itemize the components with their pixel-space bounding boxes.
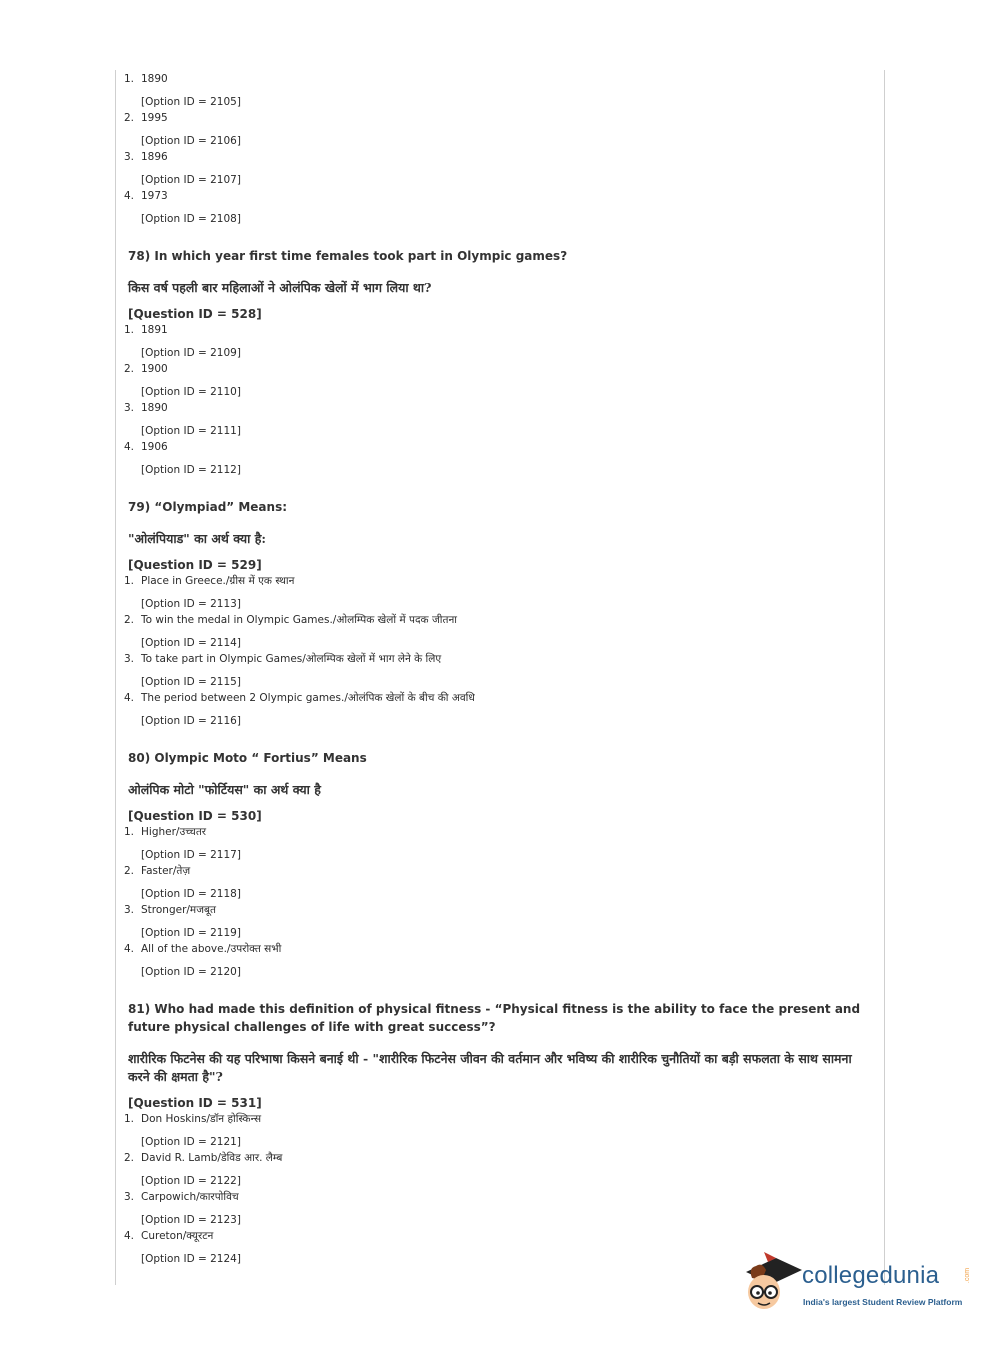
question-text-en: 78) In which year first time females took part in Olympic games? <box>128 249 568 263</box>
option-number: 1. <box>124 324 135 336</box>
option-text: Higher/उच्चतर <box>141 826 207 838</box>
option-block <box>124 362 874 399</box>
question-paper <box>124 72 874 1268</box>
option-id: [Option ID = 2112] <box>141 464 241 476</box>
option-block <box>124 1151 874 1188</box>
option-text: 1890 <box>141 402 168 414</box>
option-number: 3. <box>124 904 135 916</box>
option <box>124 942 874 956</box>
option-id: [Option ID = 2108] <box>141 213 241 225</box>
option-number: 1. <box>124 73 135 85</box>
option-block <box>124 864 874 901</box>
question-id: [Question ID = 529] <box>128 558 262 572</box>
option-text: To take part in Olympic Games/ओलम्पिक खेलों में भाग लेने के लिए <box>141 653 442 665</box>
option-block <box>124 1190 874 1227</box>
option-number: 1. <box>124 575 135 587</box>
option-id: [Option ID = 2118] <box>141 888 241 900</box>
option <box>124 111 874 125</box>
option <box>124 440 874 454</box>
option-block <box>124 150 874 187</box>
option-id: [Option ID = 2124] <box>141 1253 241 1265</box>
option-number: 2. <box>124 614 135 626</box>
option <box>124 362 874 376</box>
option-number: 3. <box>124 653 135 665</box>
option-number: 4. <box>124 190 135 202</box>
question-id: [Question ID = 530] <box>128 809 262 823</box>
collegedunia-logo[interactable] <box>742 1250 972 1320</box>
option-number: 1. <box>124 826 135 838</box>
logo-suffix: .com <box>964 1267 972 1284</box>
question-id: [Question ID = 531] <box>128 1096 262 1110</box>
mascot-icon <box>742 1250 804 1314</box>
option-block <box>124 942 874 979</box>
option-block <box>124 72 874 109</box>
option-text: 1995 <box>141 112 168 124</box>
option-number: 4. <box>124 1230 135 1242</box>
option <box>124 189 874 203</box>
option-number: 1. <box>124 1113 135 1125</box>
question-text-en: 79) “Olympiad” Means: <box>128 500 288 514</box>
question-text-hi: "ओलंपियाड" का अर्थ क्या है: <box>128 531 267 546</box>
option <box>124 1190 874 1204</box>
option <box>124 72 874 86</box>
option <box>124 323 874 337</box>
option-id: [Option ID = 2121] <box>141 1136 241 1148</box>
option <box>124 150 874 164</box>
question-78 <box>124 247 874 477</box>
option-block <box>124 691 874 728</box>
option-text: Don Hoskins/डॉन होस्किन्स <box>141 1113 262 1125</box>
option <box>124 1151 874 1165</box>
option-id: [Option ID = 2122] <box>141 1175 241 1187</box>
option-text: Carpowich/कारपोविच <box>141 1191 239 1203</box>
option-text: 1890 <box>141 73 168 85</box>
logo-tagline: India's largest Student Review Platform <box>803 1297 963 1307</box>
option-id: [Option ID = 2115] <box>141 676 241 688</box>
option-block <box>124 111 874 148</box>
option-text: Faster/तेज़ <box>141 865 191 877</box>
question-text-hi: ओलंपिक मोटो "फोर्टियस" का अर्थ क्या है <box>128 782 321 797</box>
option-block <box>124 903 874 940</box>
option-id: [Option ID = 2110] <box>141 386 241 398</box>
option-number: 2. <box>124 112 135 124</box>
option-block <box>124 825 874 862</box>
question-79 <box>124 498 874 728</box>
option <box>124 903 874 917</box>
option-text: David R. Lamb/डेविड आर. लैम्ब <box>141 1152 283 1164</box>
page-border-left <box>115 70 116 1285</box>
question-81 <box>124 1000 874 1266</box>
option <box>124 825 874 839</box>
option-number: 4. <box>124 943 135 955</box>
option-id: [Option ID = 2111] <box>141 425 241 437</box>
option-number: 3. <box>124 151 135 163</box>
question-text-hi: किस वर्ष पहली बार महिलाओं ने ओलंपिक खेलों में भाग लिया था? <box>128 280 432 295</box>
question-id: [Question ID = 528] <box>128 307 262 321</box>
option-number: 2. <box>124 363 135 375</box>
option-block <box>124 440 874 477</box>
option-id: [Option ID = 2105] <box>141 96 241 108</box>
option <box>124 401 874 415</box>
option-id: [Option ID = 2109] <box>141 347 241 359</box>
option-block <box>124 1112 874 1149</box>
question-text-en: 80) Olympic Moto “ Fortius” Means <box>128 751 367 765</box>
option-id: [Option ID = 2116] <box>141 715 241 727</box>
option-text: Place in Greece./ग्रीस में एक स्थान <box>141 575 295 587</box>
option <box>124 864 874 878</box>
option-id: [Option ID = 2117] <box>141 849 241 861</box>
option-id: [Option ID = 2120] <box>141 966 241 978</box>
option-id: [Option ID = 2107] <box>141 174 241 186</box>
question-text-en: 81) Who had made this definition of physical fitness - “Physical fitness is the ability to face the present and future physical challenges of life with great success”? <box>128 1002 861 1034</box>
option <box>124 574 874 588</box>
option-id: [Option ID = 2114] <box>141 637 241 649</box>
option-block <box>124 652 874 689</box>
option-text: The period between 2 Olympic games./ओलंपिक खेलों के बीच की अवधि <box>141 692 475 704</box>
option-block <box>124 613 874 650</box>
question-text-hi: शारीरिक फिटनेस की यह परिभाषा किसने बनाई थी - "शारीरिक फिटनेस जीवन की वर्तमान और भविष्य की शारीरिक चुनौतियों का बड़ी सफलता के साथ सामना करने की क्षमता है"? <box>128 1051 852 1084</box>
option-id: [Option ID = 2119] <box>141 927 241 939</box>
option-text: 1891 <box>141 324 168 336</box>
option-number: 3. <box>124 1191 135 1203</box>
option-text: To win the medal in Olympic Games./ओलम्पिक खेलों में पदक जीतना <box>141 614 457 626</box>
page-border-right <box>884 70 885 1285</box>
option <box>124 1229 874 1243</box>
option-number: 2. <box>124 865 135 877</box>
option-block <box>124 574 874 611</box>
option <box>124 691 874 705</box>
option <box>124 1112 874 1126</box>
option-text: Stronger/मजबूत <box>141 904 216 916</box>
option-id: [Option ID = 2106] <box>141 135 241 147</box>
option-text: 1900 <box>141 363 168 375</box>
option <box>124 613 874 627</box>
question-80 <box>124 749 874 979</box>
option-text: All of the above./उपरोक्त सभी <box>141 943 282 955</box>
logo-wordmark: collegedunia <box>802 1262 940 1289</box>
option-text: 1896 <box>141 151 168 163</box>
option-text: Cureton/क्यूरटन <box>141 1230 214 1242</box>
option-id: [Option ID = 2123] <box>141 1214 241 1226</box>
option-number: 3. <box>124 402 135 414</box>
option-block <box>124 189 874 226</box>
prev-question-options <box>124 72 874 226</box>
option <box>124 652 874 666</box>
option-block <box>124 323 874 360</box>
option-number: 2. <box>124 1152 135 1164</box>
option-number: 4. <box>124 441 135 453</box>
option-number: 4. <box>124 692 135 704</box>
option-text: 1906 <box>141 441 168 453</box>
option-text: 1973 <box>141 190 168 202</box>
option-block <box>124 401 874 438</box>
option-id: [Option ID = 2113] <box>141 598 241 610</box>
